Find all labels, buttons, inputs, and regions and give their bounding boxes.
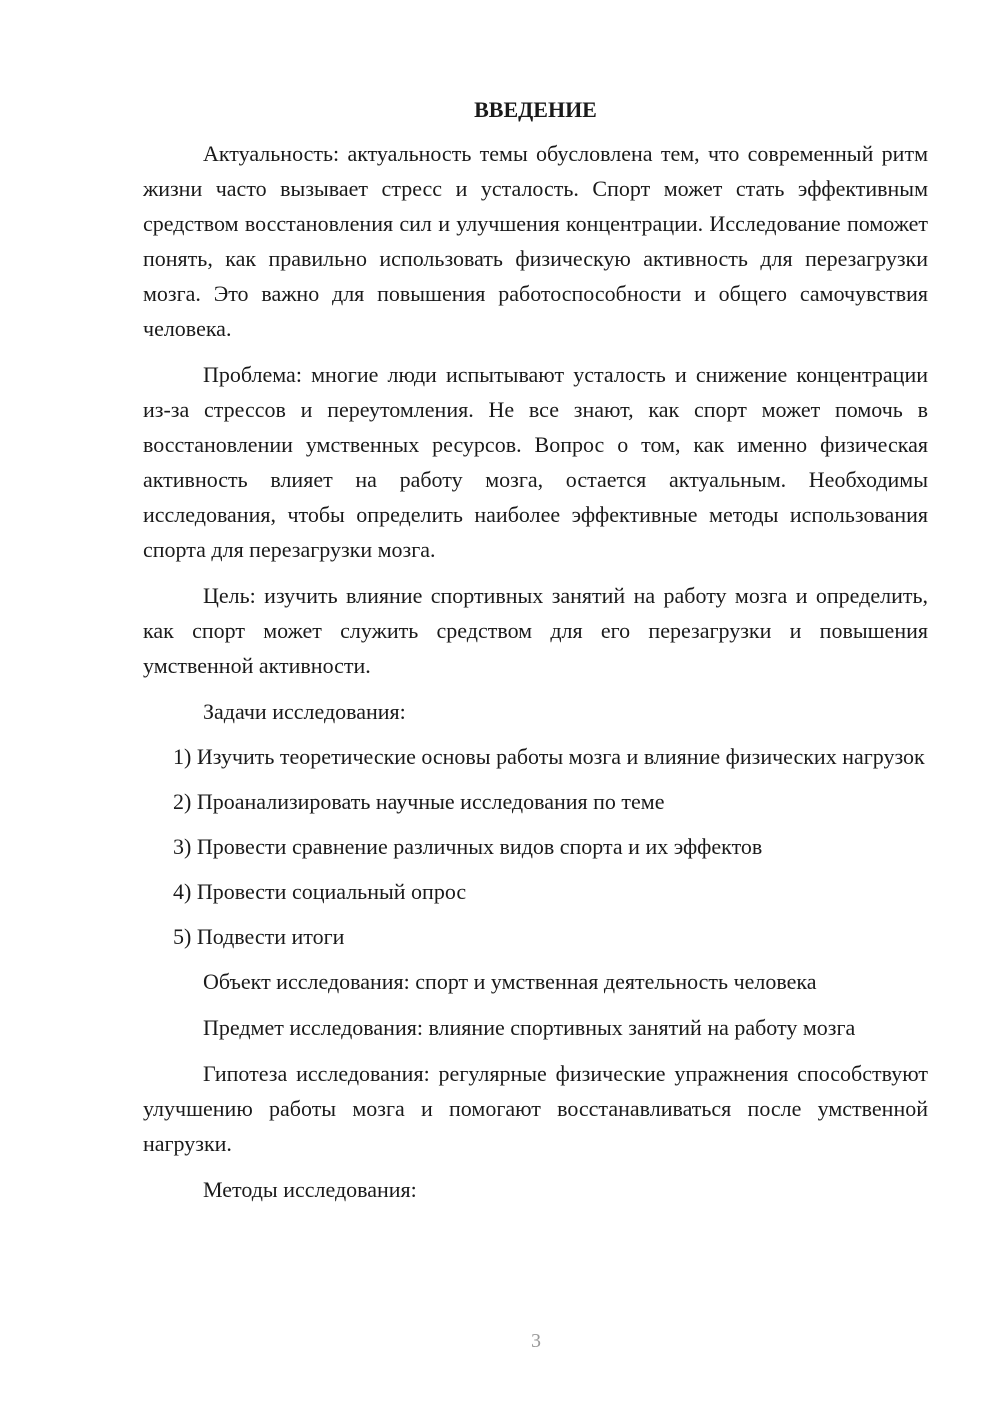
- paragraph-relevance: Актуальность: актуальность темы обусловлена тем, что современный ритм жизни часто вызывает стресс и усталость. Спорт может стать эффективным средством восстановления сил и улучшения концентрации. Исследование поможет понять, как правильно использовать физическую активность для перезагрузки мозга. Это важно для повышения работоспособности и общего самочувствия человека.: [143, 141, 928, 341]
- list-item: 3) Провести сравнение различных видов спорта и их эффектов: [173, 834, 763, 859]
- section-heading: ВВЕДЕНИЕ: [474, 97, 597, 122]
- paragraph-goal: Цель: изучить влияние спортивных занятий на работу мозга и определить, как спорт может служить средством для его перезагрузки и повышения умственной активности.: [143, 583, 928, 678]
- list-item: 2) Проанализировать научные исследования по теме: [173, 789, 665, 814]
- paragraph-hypothesis: Гипотеза исследования: регулярные физические упражнения способствуют улучшению работы мозга и помогают восстанавливаться после умственной нагрузки.: [143, 1061, 928, 1156]
- paragraph-methods: Методы исследования:: [203, 1177, 417, 1202]
- paragraph-object: Объект исследования: спорт и умственная деятельность человека: [203, 969, 817, 994]
- list-item: 5) Подвести итоги: [173, 924, 345, 949]
- paragraph-problem: Проблема: многие люди испытывают усталость и снижение концентрации из-за стрессов и переутомления. Не все знают, как спорт может помочь в восстановлении умственных ресурсов. Вопрос о том, как именно физическая активность влияет на работу мозга, остается актуальным. Необходимы исследования, чтобы определить наиболее эффективные методы использования спорта для перезагрузки мозга.: [143, 362, 928, 562]
- paragraph-subject: Предмет исследования: влияние спортивных занятий на работу мозга: [203, 1015, 856, 1040]
- document-page: [143, 92, 928, 1218]
- page-number: 3: [531, 1330, 541, 1352]
- tasks-list: [143, 739, 928, 954]
- list-item: 1) Изучить теоретические основы работы мозга и влияние физических нагрузок: [173, 744, 925, 769]
- paragraph-tasks-heading: Задачи исследования:: [203, 699, 406, 724]
- list-item: 4) Провести социальный опрос: [173, 879, 467, 904]
